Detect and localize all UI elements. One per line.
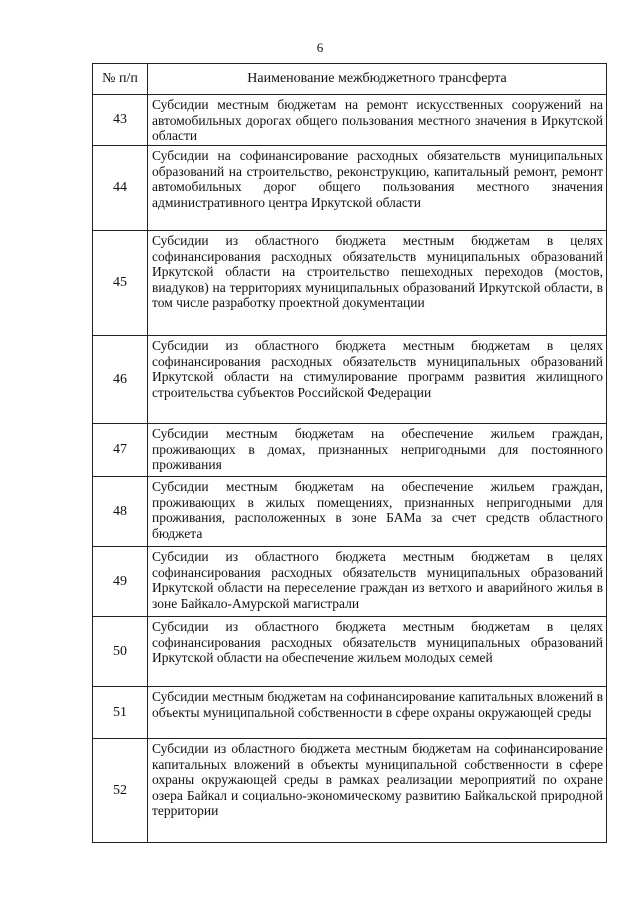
row-number: 52: [93, 739, 148, 843]
table-row: [93, 95, 607, 146]
row-name: Субсидии на софинансирование расходных обязательств муниципальных образований на строительство, реконструкцию, капитальный ремонт, ремонт автомобильных дорог общего пользования местного значения административного центра Иркутской области: [148, 146, 607, 231]
table-row: [93, 617, 607, 687]
table-row: [93, 477, 607, 547]
table-row: [93, 547, 607, 617]
row-name: Субсидии местным бюджетам на ремонт искусственных сооружений на автомобильных дорогах общего пользования местного значения в Иркутской области: [148, 95, 607, 146]
row-name: Субсидии из областного бюджета местным бюджетам в целях софинансирования расходных обязательств муниципальных образований Иркутской области на строительство пешеходных переходов (мостов, виадуков) на территориях муниципальных образований Иркутской области, в том числе разработку проектной документации: [148, 231, 607, 336]
row-name: Субсидии местным бюджетам на обеспечение жильем граждан, проживающих в жилых помещениях, признанных непригодными для проживания, расположенных в зоне БАМа за счет средств областного бюджета: [148, 477, 607, 547]
table-row: [93, 687, 607, 739]
table-row: [93, 146, 607, 231]
table-row: [93, 739, 607, 843]
row-number: 45: [93, 231, 148, 336]
page-number: 6: [316, 40, 324, 55]
row-number: 50: [93, 617, 148, 687]
header-number: № п/п: [93, 64, 148, 95]
row-name: Субсидии из областного бюджета местным бюджетам в целях софинансирования расходных обязательств муниципальных образований Иркутской области на обеспечение жильем молодых семей: [148, 617, 607, 687]
row-name: Субсидии из областного бюджета местным бюджетам на софинансирование капитальных вложений в объекты муниципальной собственности в сфере охраны окружающей среды в рамках реализации мероприятий по охране озера Байкал и социально-экономическому развитию Байкальской природной территории: [148, 739, 607, 843]
row-number: 44: [93, 146, 148, 231]
transfers-table: [92, 63, 607, 843]
row-name: Субсидии из областного бюджета местным бюджетам в целях софинансирования расходных обязательств муниципальных образований Иркутской области на стимулирование программ развития жилищного строительства субъектов Российской Федерации: [148, 336, 607, 424]
row-name: Субсидии местным бюджетам на обеспечение жильем граждан, проживающих в домах, признанных непригодными для постоянного проживания: [148, 424, 607, 477]
table-row: [93, 231, 607, 336]
table-row: [93, 336, 607, 424]
row-number: 46: [93, 336, 148, 424]
row-number: 51: [93, 687, 148, 739]
row-number: 43: [93, 95, 148, 146]
row-number: 49: [93, 547, 148, 617]
row-number: 48: [93, 477, 148, 547]
header-name: Наименование межбюджетного трансферта: [148, 64, 607, 95]
table-header-row: [93, 64, 607, 95]
row-name: Субсидии местным бюджетам на софинансирование капитальных вложений в объекты муниципальной собственности в сфере охраны окружающей среды: [148, 687, 607, 739]
table-row: [93, 424, 607, 477]
row-name: Субсидии из областного бюджета местным бюджетам в целях софинансирования расходных обязательств муниципальных образований Иркутской области на переселение граждан из ветхого и аварийного жилья в зоне Байкало-Амурской магистрали: [148, 547, 607, 617]
row-number: 47: [93, 424, 148, 477]
